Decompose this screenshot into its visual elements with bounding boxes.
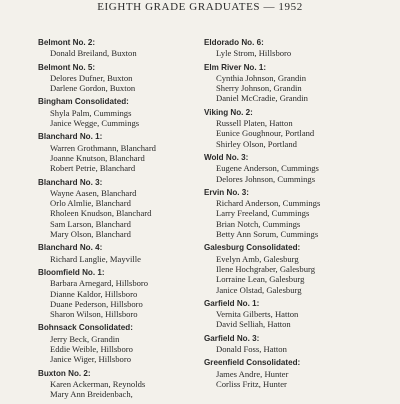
graduate-name: Mary Olson, Blanchard [50, 229, 131, 240]
graduate-name: Eugene Anderson, Cummings [216, 163, 319, 174]
school-entry [38, 243, 198, 264]
school-entry [204, 243, 364, 294]
school-entry [38, 97, 198, 128]
graduate-name: Russell Platen, Hatton [216, 118, 293, 129]
graduate-name: Rholeen Knudson, Blanchard [50, 208, 152, 219]
graduate-name: Richard Langlie, Mayville [50, 253, 141, 264]
school-name: Belmont No. 5: [38, 62, 96, 72]
graduate-name: David Selliah, Hatton [216, 319, 291, 330]
graduate-name: Shirley Olson, Portland [216, 138, 297, 149]
graduate-name: Janice Wiger, Hillsboro [50, 354, 132, 365]
school-name: Blanchard No. 3: [38, 177, 103, 187]
school-name: Eldorado No. 6: [204, 38, 264, 47]
graduate-name: Orlo Almlie, Blanchard [50, 198, 131, 209]
graduate-name: Jerry Beck, Grandin [50, 333, 120, 344]
school-name: Wold No. 3: [204, 152, 249, 162]
graduate-name: Evelyn Amb, Galesburg [216, 253, 299, 264]
school-name: Buxton No. 2: [38, 368, 91, 378]
graduate-name: Daniel McCradie, Grandin [216, 93, 308, 104]
graduate-name: Barbara Arnegard, Hillsboro [50, 278, 149, 289]
graduate-name: Warren Grothmann, Blanchard [50, 142, 156, 153]
graduate-name: Delores Dufner, Buxton [50, 72, 133, 83]
graduate-name: Delores Johnson, Cummings [216, 173, 316, 184]
school-entry [38, 38, 198, 59]
school-name: Garfield No. 3: [204, 333, 260, 343]
school-entry [38, 369, 198, 400]
school-name: Blanchard No. 1: [38, 132, 103, 142]
graduate-name: Ilene Hochgraber, Galesburg [216, 263, 315, 274]
graduate-name: Wayne Aasen, Blanchard [50, 187, 137, 198]
school-entry [204, 299, 364, 330]
graduate-name: Mary Ann Breidenbach, [50, 389, 133, 400]
school-name: Bohnsack Consolidated: [38, 323, 133, 333]
graduate-name: Robert Petrie, Blanchard [50, 163, 136, 174]
school-name: Viking No. 2: [204, 107, 253, 117]
graduate-name: Sharon Wilson, Hillsboro [50, 309, 138, 320]
school-entry [38, 268, 198, 319]
graduate-name: Corliss Fritz, Hunter [216, 378, 287, 389]
graduate-name: Janice Wegge, Cummings [50, 118, 140, 129]
graduate-name: Donald Foss, Hatton [216, 344, 287, 355]
school-entry [204, 38, 364, 59]
page-title: EIGHTH GRADE GRADUATES — 1952 [97, 1, 303, 13]
school-entry [38, 63, 198, 94]
school-entry [38, 323, 198, 364]
graduate-name: Duane Pederson, Hillsboro [50, 298, 143, 309]
graduate-name: Karen Ackerman, Reynolds [50, 378, 146, 389]
school-name: Blanchard No. 4: [38, 243, 103, 253]
graduate-name: James Andre, Hunter [216, 368, 289, 379]
graduate-name: Eunice Goughnour, Portland [216, 128, 315, 139]
school-entry [204, 63, 364, 104]
school-name: Bingham Consolidated: [38, 97, 129, 107]
school-entry [38, 132, 198, 173]
graduate-name: Shyla Palm, Cummings [50, 107, 132, 118]
school-name: Elm River No. 1: [204, 62, 267, 72]
school-name: Galesburg Consolidated: [204, 243, 301, 253]
school-entry [204, 188, 364, 239]
school-entry [204, 358, 364, 389]
graduate-name: Sam Larson, Blanchard [50, 218, 131, 229]
right-column [204, 38, 364, 393]
graduate-name: Donald Breiland, Buxton [50, 48, 137, 59]
graduate-name: Betty Ann Sorum, Cummings [216, 229, 319, 240]
graduate-name: Richard Anderson, Cummings [216, 198, 321, 209]
school-entry [204, 153, 364, 184]
school-entry [204, 108, 364, 149]
graduate-name: Darlene Gordon, Buxton [50, 83, 136, 94]
graduate-name: Larry Freeland, Cummings [216, 208, 310, 219]
graduate-name: Lyle Strom, Hillsboro [216, 48, 292, 59]
school-name: Greenfield Consolidated: [204, 358, 301, 368]
graduate-name: Cynthia Johnson, Grandin [216, 72, 306, 83]
school-name: Ervin No. 3: [204, 187, 249, 197]
left-column [38, 38, 198, 404]
graduate-name: Sherry Johnson, Grandin [216, 83, 302, 94]
graduate-name: Dianne Kaldor, Hillsboro [50, 288, 138, 299]
graduate-name: Lorraine Lean, Galesburg [216, 274, 305, 285]
graduate-name: Janice Olstad, Galesburg [216, 284, 302, 295]
school-name: Belmont No. 2: [38, 38, 96, 47]
graduate-name: Brian Notch, Cummings [216, 218, 301, 229]
school-name: Garfield No. 1: [204, 298, 260, 308]
graduate-name: Eddie Weible, Hillsboro [50, 344, 133, 355]
school-name: Bloomfield No. 1: [38, 267, 105, 277]
graduate-name: Vernita Gilberts, Hatton [216, 309, 299, 320]
school-entry [204, 334, 364, 355]
graduate-name: Joanne Knutson, Blanchard [50, 152, 145, 163]
school-entry [38, 178, 198, 240]
